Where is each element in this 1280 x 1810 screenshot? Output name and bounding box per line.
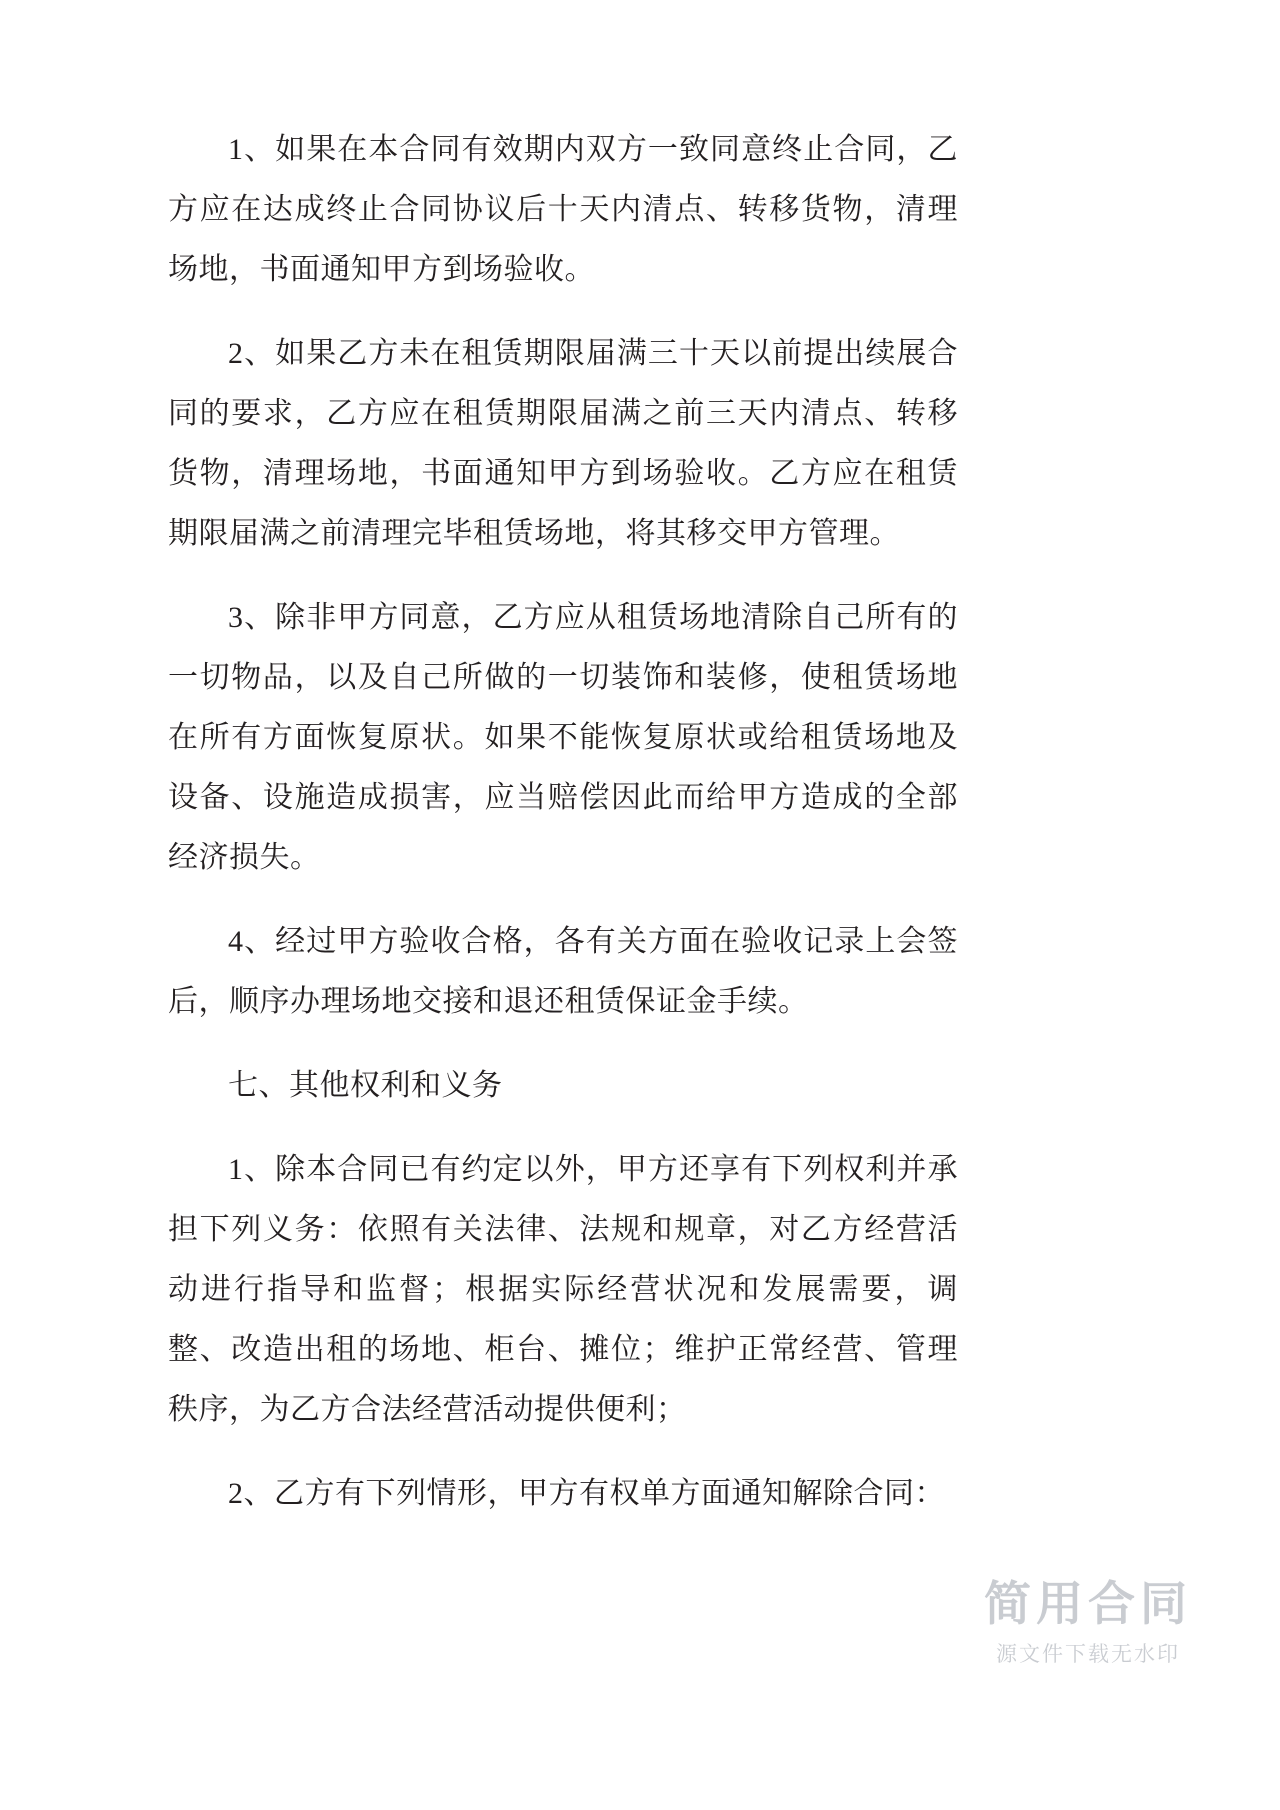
watermark	[938, 1576, 1238, 1668]
section-heading-7: 七、其他权利和义务	[228, 1069, 503, 1102]
paragraph-clause-6-2: 2、如果乙方未在租赁期限届满三十天以前提出续展合同的要求，乙方应在租赁期限届满之前三天内清点、转移货物，清理场地，书面通知甲方到场验收。乙方应在租赁期限届满之前清理完毕租赁场地，将其移交甲方管理。	[168, 337, 958, 550]
paragraph-clause-6-1: 1、如果在本合同有效期内双方一致同意终止合同，乙方应在达成终止合同协议后十天内清点、转移货物，清理场地，书面通知甲方到场验收。	[168, 133, 958, 286]
watermark-subtitle-text: 源文件下载无水印	[996, 1643, 1180, 1666]
paragraph-clause-6-4: 4、经过甲方验收合格，各有关方面在验收记录上会签后，顺序办理场地交接和退还租赁保证金手续。	[168, 925, 958, 1018]
paragraph-clause-7-1: 1、除本合同已有约定以外，甲方还享有下列权利并承担下列义务：依照有关法律、法规和规章，对乙方经营活动进行指导和监督；根据实际经营状况和发展需要，调整、改造出租的场地、柜台、摊位；维护正常经营、管理秩序，为乙方合法经营活动提供便利；	[168, 1153, 958, 1426]
document-body	[168, 120, 958, 1548]
paragraph-clause-7-2: 2、乙方有下列情形，甲方有权单方面通知解除合同：	[228, 1477, 945, 1510]
watermark-brand-text: 简用合同	[984, 1576, 1192, 1630]
paragraph-clause-6-3: 3、除非甲方同意，乙方应从租赁场地清除自己所有的一切物品，以及自己所做的一切装饰和装修，使租赁场地在所有方面恢复原状。如果不能恢复原状或给租赁场地及设备、设施造成损害，应当赔偿因此而给甲方造成的全部经济损失。	[168, 601, 958, 874]
